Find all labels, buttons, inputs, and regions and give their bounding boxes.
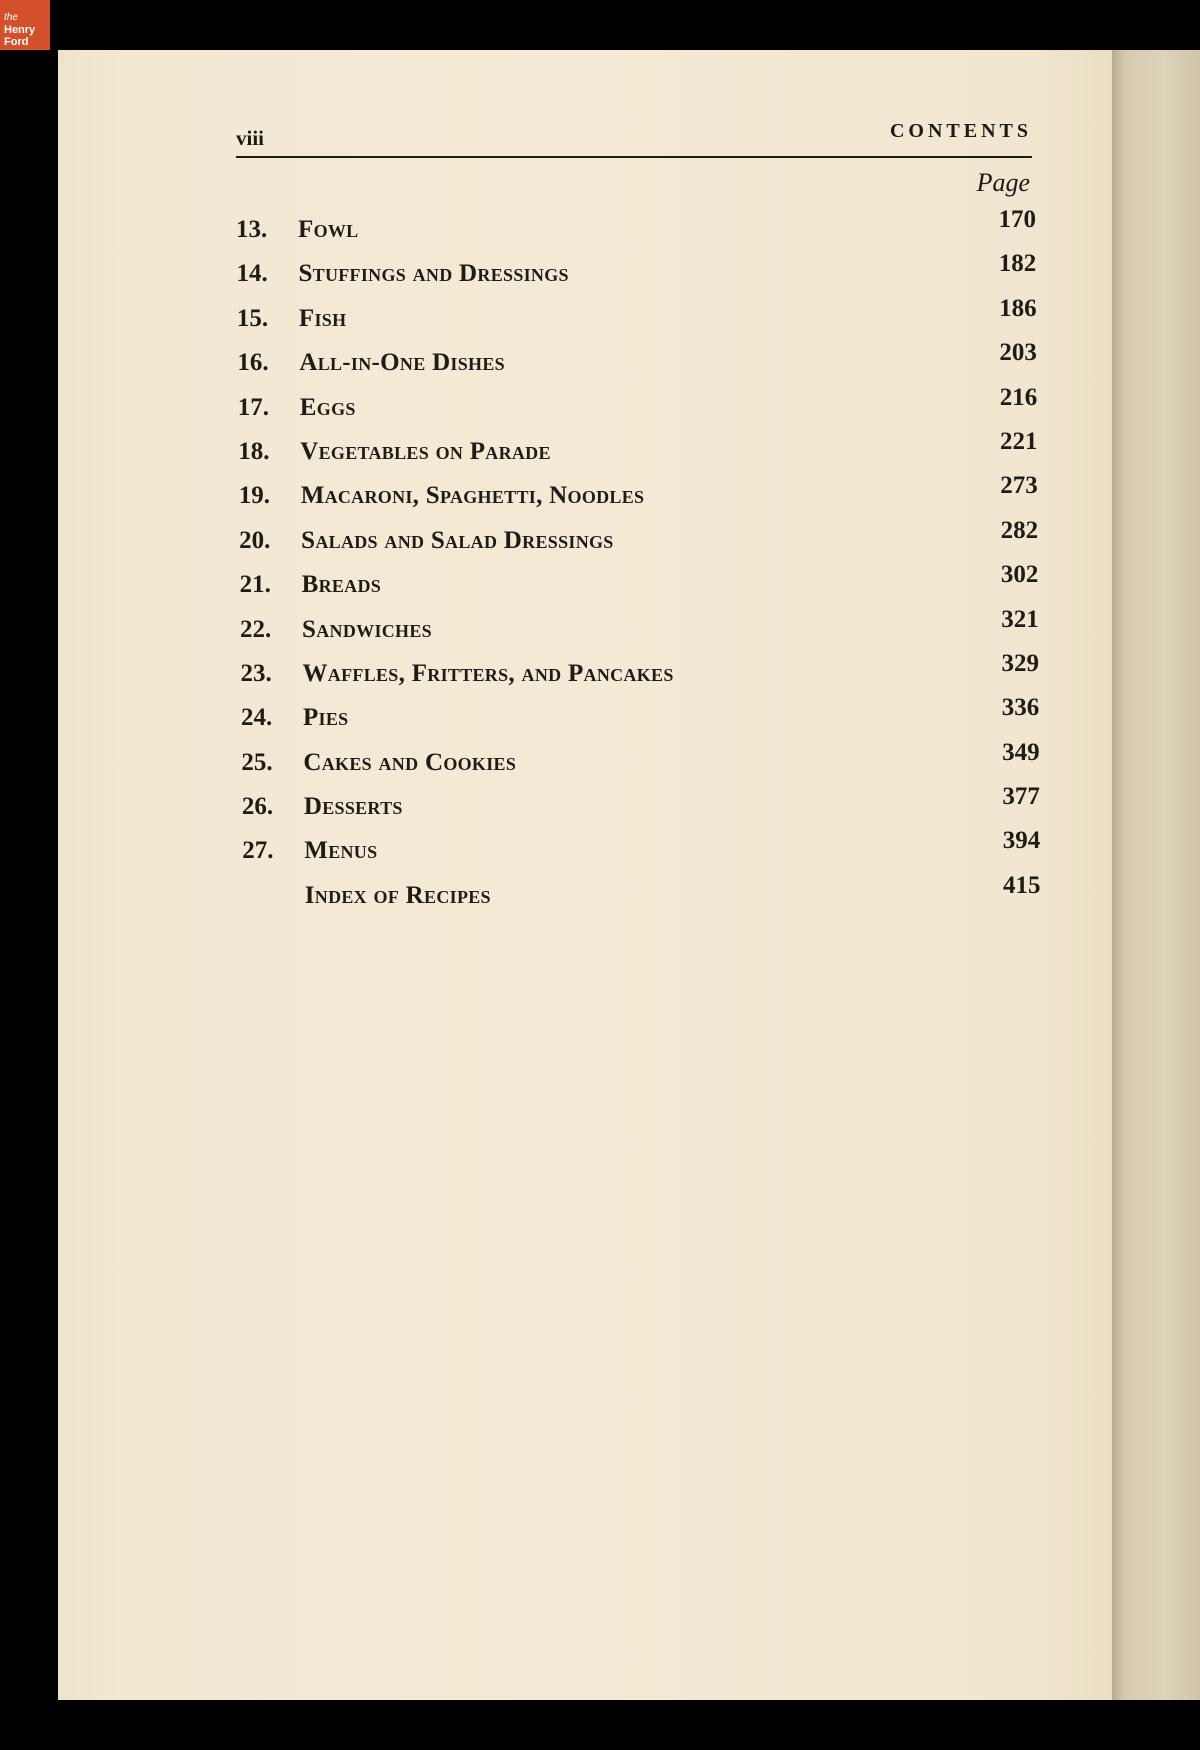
- chapter-number: 16.: [237, 349, 269, 377]
- toc-entry: [236, 783, 1040, 827]
- chapter-page-number: 336: [1001, 694, 1040, 722]
- toc-entry: [236, 738, 1040, 783]
- toc-entry: [236, 827, 1041, 871]
- table-of-contents: [236, 206, 1041, 916]
- chapter-number: 14.: [236, 260, 268, 288]
- chapter-title: Stuffings and Dressings: [298, 260, 569, 288]
- chapter-page-number: 216: [999, 383, 1038, 411]
- toc-entry: [236, 250, 1036, 294]
- toc-entry: [236, 605, 1039, 650]
- logo-ford: Ford: [4, 36, 29, 48]
- henry-ford-logo: [0, 0, 50, 50]
- toc-entry: [236, 561, 1039, 605]
- chapter-page-number: 182: [998, 250, 1037, 278]
- logo-the: the: [4, 12, 18, 23]
- page-column-label: Page: [976, 168, 1030, 197]
- chapter-page-number: 221: [1000, 427, 1038, 455]
- chapter-title: Fowl: [298, 216, 359, 243]
- chapter-number: 27.: [242, 837, 274, 865]
- toc-entry: [236, 516, 1039, 561]
- toc-entry: [236, 384, 1036, 428]
- chapter-title: Pies: [302, 704, 349, 732]
- toc-entry: [236, 295, 1036, 339]
- logo-henry: Henry: [4, 24, 36, 36]
- chapter-number: 17.: [237, 393, 270, 421]
- chapter-page-number: 349: [1002, 738, 1040, 766]
- chapter-title: Sandwiches: [302, 615, 432, 643]
- chapter-number: 13.: [236, 216, 268, 243]
- chapter-page-number: 170: [998, 206, 1036, 233]
- chapter-number: 26.: [241, 793, 274, 821]
- chapter-title: Cakes and Cookies: [303, 748, 517, 776]
- chapter-page-number: 302: [1000, 561, 1039, 589]
- chapter-number: 21.: [239, 571, 271, 599]
- chapter-page-number: 186: [999, 294, 1037, 322]
- adjacent-page-edge: [1112, 50, 1200, 1700]
- chapter-page-number: 321: [1001, 605, 1039, 633]
- toc-entry: [236, 472, 1036, 516]
- chapter-number: 18.: [238, 437, 270, 465]
- chapter-title: Macaroni, Spaghetti, Noodles: [300, 482, 645, 510]
- chapter-title: Fish: [298, 304, 347, 332]
- toc-entry: [236, 428, 1036, 472]
- chapter-title: Index of Recipes: [304, 881, 491, 909]
- page-folio: viii: [236, 126, 265, 150]
- chapter-page-number: 394: [1002, 827, 1041, 855]
- chapter-title: Desserts: [303, 793, 403, 821]
- toc-entry: [236, 871, 1041, 916]
- chapter-number: 25.: [241, 748, 273, 776]
- toc-entry: [236, 206, 1036, 250]
- chapter-number: 22.: [240, 615, 272, 643]
- chapter-number: 19.: [238, 482, 270, 510]
- toc-entry: [236, 694, 1040, 738]
- chapter-page-number: 273: [1000, 472, 1038, 500]
- toc-entry: [236, 649, 1039, 694]
- chapter-page-number: 415: [1003, 871, 1041, 899]
- chapter-number: 15.: [236, 304, 269, 332]
- chapter-title: Menus: [304, 837, 378, 865]
- chapter-title: Eggs: [299, 393, 356, 421]
- toc-entry: [236, 339, 1036, 383]
- chapter-title: Salads and Salad Dressings: [301, 526, 614, 554]
- running-head-title: CONTENTS: [889, 120, 1032, 142]
- chapter-number: 23.: [240, 659, 272, 687]
- chapter-title: Waffles, Fritters, and Pancakes: [302, 659, 674, 687]
- chapter-page-number: 203: [999, 339, 1037, 367]
- chapter-title: Vegetables on Parade: [300, 437, 551, 465]
- chapter-page-number: 329: [1001, 649, 1039, 677]
- chapter-number: 20.: [239, 526, 271, 554]
- chapter-page-number: 377: [1002, 783, 1040, 811]
- chapter-title: Breads: [301, 571, 382, 599]
- chapter-number: 24.: [240, 704, 273, 732]
- chapter-title: All-in-One Dishes: [299, 349, 505, 377]
- running-head: [236, 116, 1032, 158]
- chapter-page-number: 282: [1000, 516, 1039, 544]
